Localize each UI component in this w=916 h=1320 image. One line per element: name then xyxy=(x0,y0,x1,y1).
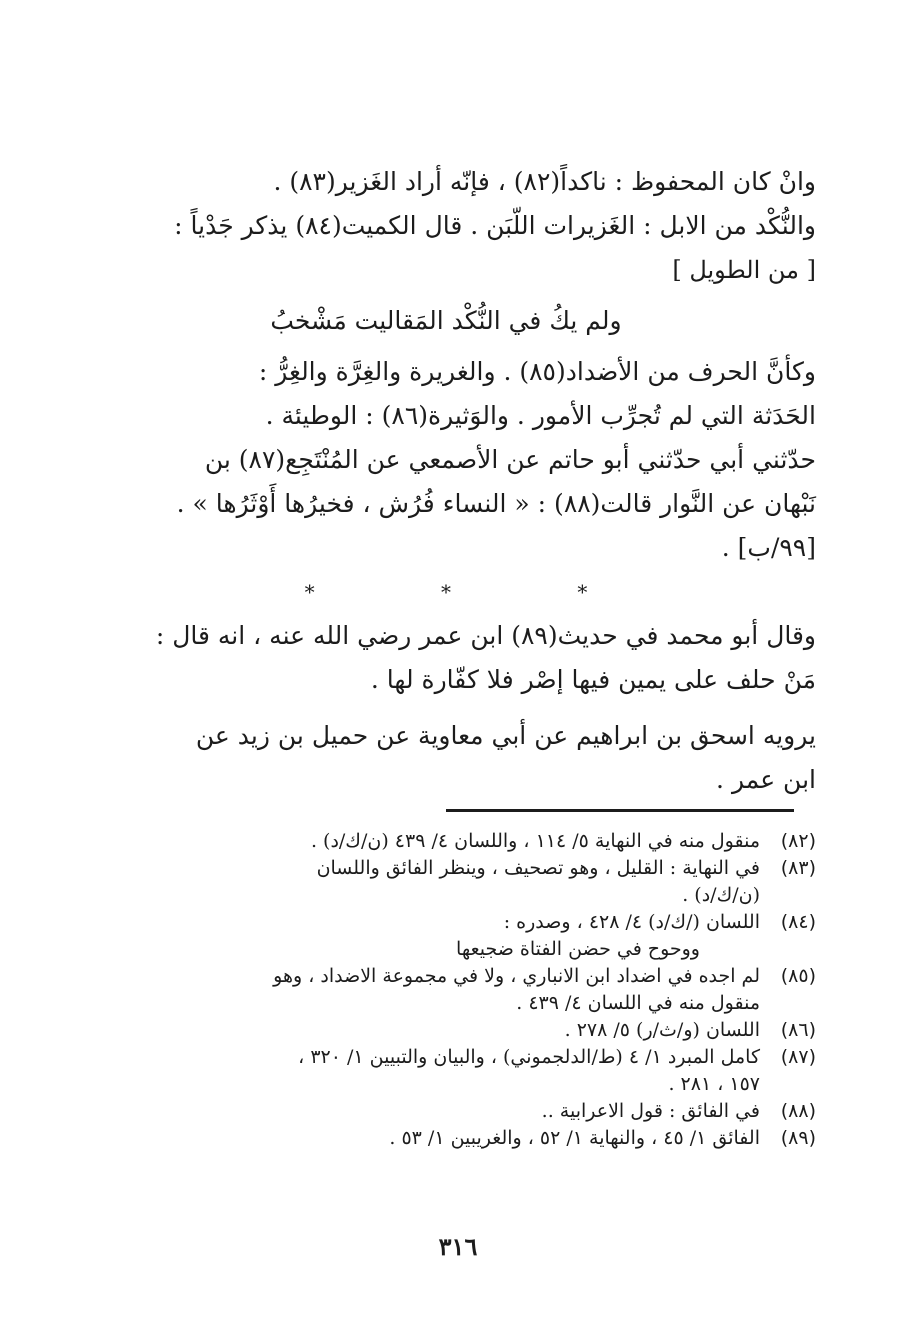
footnote-text: (ن/ك/د) . xyxy=(682,884,760,906)
verse-meter-label: [ من الطويل ] xyxy=(672,256,816,284)
footnote-number: (٨٤) xyxy=(780,911,816,933)
section-separator: * * * xyxy=(304,580,648,604)
footnote-verse: ووحوح في حضن الفتاة ضجيعها xyxy=(456,938,700,960)
footnote-text: ١٥٧ ، ٢٨١ . xyxy=(668,1073,760,1095)
paragraph-5 xyxy=(136,714,816,802)
text-line: مَنْ حلف على يمين فيها إصْر فلا كفّارة لها . xyxy=(370,665,816,694)
text-line: والنُّكْد من الابل : الغَزيرات اللّبَن . قال الكميت(٨٤) يذكر جَدْياً : xyxy=(174,211,816,240)
footnote-number: (٨٨) xyxy=(780,1100,816,1122)
text-line: يرويه اسحق بن ابراهيم عن أبي معاوية عن حميل بن زيد عن xyxy=(195,721,816,750)
footnote-text: كامل المبرد ١/ ٤ (ط/الدلجموني) ، والبيان والتبيين ١/ ٣٢٠ ، xyxy=(298,1046,760,1068)
footnote-number: (٨٢) xyxy=(780,830,816,852)
text-line: وكأنَّ الحرف من الأضداد(٨٥) . والغريرة والغِرَّة والغِرُّ : xyxy=(258,357,816,386)
footnote-text: اللسان (/ك/د) ٤/ ٤٢٨ ، وصدره : xyxy=(503,911,760,933)
page-number: ٣١٦ xyxy=(438,1232,478,1261)
footnote-text: منقول منه في النهاية ٥/ ١١٤ ، واللسان ٤/ ٤٣٩ (ن/ك/د) . xyxy=(310,830,760,852)
paragraph-1 xyxy=(136,160,816,292)
footnote-text: في النهاية : القليل ، وهو تصحيف ، وينظر الفائق واللسان xyxy=(316,857,760,879)
footnote xyxy=(136,909,816,963)
text-line: نَبْهان عن النَّوار قالت(٨٨) : « النساء فُرُش ، فخيرُها أَوْثَرُها » . xyxy=(176,489,816,518)
text-line: حدّثني أبي حدّثني أبو حاتم عن الأصمعي عن المُنْتَجِع(٨٧) بن xyxy=(204,445,816,474)
footnote-number: (٨٧) xyxy=(780,1046,816,1068)
footnote xyxy=(136,1017,816,1044)
paragraph-3 xyxy=(136,438,816,570)
footnote-number: (٨٣) xyxy=(780,857,816,879)
footnote-number: (٨٥) xyxy=(780,965,816,987)
footnote-text: منقول منه في اللسان ٤/ ٤٣٩ . xyxy=(516,992,760,1014)
footnote-number: (٨٩) xyxy=(780,1127,816,1149)
paragraph-2 xyxy=(136,350,816,438)
text-line: الحَدَثة التي لم تُجرِّب الأمور . والوَثيرة(٨٦) : الوطيئة . xyxy=(265,401,816,430)
footnote-text: لم اجده في اضداد ابن الانباري ، ولا في مجموعة الاضداد ، وهو xyxy=(273,965,760,987)
footnote-text: في الفائق : قول الاعرابية .. xyxy=(541,1100,760,1122)
footnote-number: (٨٦) xyxy=(780,1019,816,1041)
footnote-text: الفائق ١/ ٤٥ ، والنهاية ١/ ٥٢ ، والغريبين ١/ ٥٣ . xyxy=(389,1127,760,1149)
footnote xyxy=(136,963,816,1017)
manuscript-folio-ref: [٩٩/ب] . xyxy=(721,533,816,562)
footnote xyxy=(136,855,816,909)
text-line: وقال أبو محمد في حديث(٨٩) ابن عمر رضي الله عنه ، انه قال : xyxy=(155,621,816,650)
footnote xyxy=(136,828,816,855)
text-line: ابن عمر . xyxy=(716,765,816,794)
verse-text: ولم يكُ في النُّكْد المَقاليت مَشْخبُ xyxy=(270,306,622,335)
footnote-divider xyxy=(446,809,794,812)
paragraph-4 xyxy=(136,614,816,702)
footnote xyxy=(136,1098,816,1125)
verse-line xyxy=(136,292,816,350)
footnotes xyxy=(136,828,816,1152)
footnote xyxy=(136,1125,816,1152)
footnote xyxy=(136,1044,816,1098)
footnote-text: اللسان (و/ث/ر) ٥/ ٢٧٨ . xyxy=(564,1019,760,1041)
text-line: وانْ كان المحفوظ : ناكداً(٨٢) ، فإنّه أراد الغَزير(٨٣) . xyxy=(273,167,816,196)
main-text xyxy=(136,160,816,802)
